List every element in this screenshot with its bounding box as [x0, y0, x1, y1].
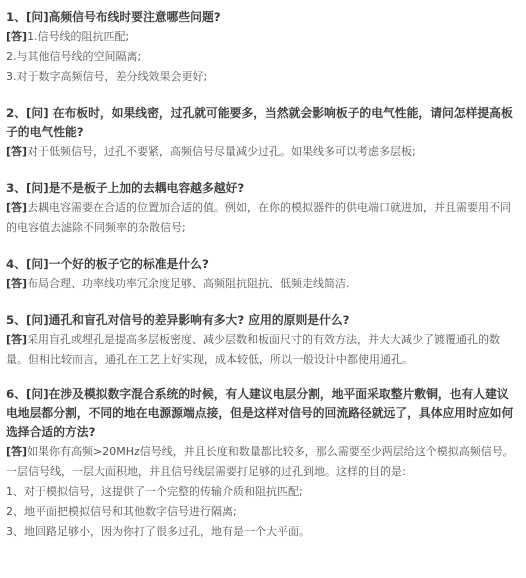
answer-4	[6, 274, 520, 294]
answer-6	[6, 442, 520, 482]
answer-tag: [答]	[6, 333, 28, 346]
question-5: 5、[问]通孔和盲孔对信号的差异影响有多大? 应用的原则是什么?	[6, 313, 350, 327]
answer-tag: [答]	[6, 145, 28, 158]
qa-item-2	[6, 104, 520, 162]
question-1: 1、[问]高频信号布线时要注意哪些问题?	[6, 10, 221, 24]
answer-text: 布局合理、功率线功率冗余度足够、高频阻抗阻抗、低频走线简洁.	[27, 277, 350, 290]
answer-text: 1.信号线的阻抗匹配;	[27, 30, 130, 43]
question-6: 6、[问]在涉及模拟数字混合系统的时候，有人建议电层分割，地平面采取整片敷铜，也有人建议电地层都分割，不同的地在电源源端点接，但是这样对信号的回流路径就远了，具体应用时应如何选择合适的方法?	[6, 387, 514, 439]
question-2: 2、[问] 在布板时，如果线密，过孔就可能要多，当然就会影响板子的电气性能，请问怎样提高板子的电气性能?	[6, 106, 513, 139]
qa-item-3	[6, 179, 520, 238]
answer-text: 对于低频信号，过孔不要紧，高频信号尽量减少过孔。如果线多可以考虑多层板;	[27, 145, 416, 158]
question-3: 3、[问]是不是板子上加的去耦电容越多越好?	[6, 181, 245, 195]
answer-tag: [答]	[6, 277, 28, 290]
answer-6-point-2: 2、地平面把模拟信号和其他数字信号进行隔离;	[6, 505, 237, 518]
answer-tag: [答]	[6, 445, 28, 458]
qa-item-1	[6, 8, 520, 87]
answer-text: 采用盲孔或埋孔是提高多层板密度、减少层数和板面尺寸的有效方法，并大大减少了镀覆通孔的数量。但相比较而言，通孔在工艺上好实现，成本较低，所以一般设计中都使用通孔。	[6, 333, 501, 366]
answer-1-line-3: 3.对于数字高频信号，差分线效果会更好;	[6, 70, 208, 83]
qa-item-6	[6, 385, 520, 542]
qa-item-4	[6, 255, 520, 294]
answer-6-point-3: 3、地回路足够小，因为你打了很多过孔，地有是一个大平面。	[6, 525, 310, 538]
answer-3	[6, 198, 520, 238]
answer-text: 去耦电容需要在合适的位置加合适的值。例如，在你的模拟器件的供电端口就进加，并且需要用不同的电容值去滤除不同频率的杂散信号;	[6, 201, 512, 234]
answer-5	[6, 330, 520, 370]
answer-tag: [答]	[6, 30, 28, 43]
qa-item-5	[6, 311, 520, 370]
answer-1-line-1	[6, 27, 520, 47]
answer-2	[6, 142, 520, 162]
answer-tag: [答]	[6, 201, 28, 214]
answer-text: 如果你有高频>20MHz信号线，并且长度和数量都比较多，那么需要至少两层给这个模拟高频信号。一层信号线，一层大面积地，并且信号线层需要打足够的过孔到地。这样的目的是:	[6, 445, 514, 478]
answer-1-line-2: 2.与其他信号线的空间隔离;	[6, 50, 142, 63]
question-4: 4、[问]一个好的板子它的标准是什么?	[6, 257, 209, 271]
answer-6-point-1: 1、对于模拟信号，这提供了一个完整的传输介质和阻抗匹配;	[6, 485, 303, 498]
